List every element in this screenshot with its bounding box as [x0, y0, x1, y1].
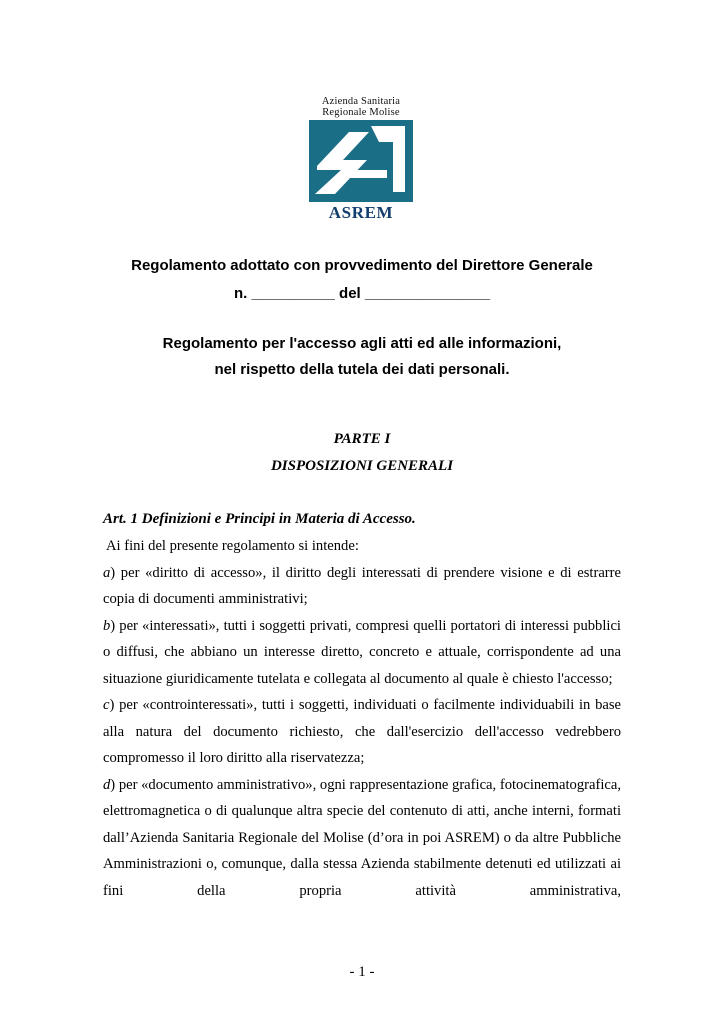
- item-letter: b: [103, 617, 111, 634]
- heading-line-2: n. __________ del _______________: [233, 285, 491, 302]
- subject-line-1: Regolamento per l'accesso agli atti ed alle informazioni,: [162, 335, 562, 352]
- item-text: ) per «documento amministrativo», ogni rappresentazione grafica, fotocinematografica, elettromagnetica o di qualunque altra specie del contenuto di atti, anche interni, formati dall’Azienda Sanitaria Regionale del Molise (d’ora in poi ASREM) o da altre Pubbliche Amministrazioni o, comunque, dalla stessa Azienda stabilmente detenuti ed utilizzati ai fini della propria attività amministrativa,: [103, 776, 621, 899]
- list-item-a: [103, 560, 621, 613]
- part-title: DISPOSIZIONI GENERALI: [270, 458, 454, 474]
- article-intro: Ai fini del presente regolamento si intende:: [106, 538, 359, 554]
- asrem-logo: [307, 96, 415, 222]
- list-item-d: [103, 772, 621, 905]
- logo-line-2: Regionale Molise: [322, 107, 400, 118]
- logo-emblem-icon: [309, 120, 413, 202]
- logo-name: ASREM: [328, 203, 394, 222]
- item-text: ) per «interessati», tutti i soggetti privati, compresi quelli portatori di interessi pubblici o diffusi, che abbiano un interesse diretto, concreto e attuale, corrispondente ad una situazione giuridicamente tutelata e collegata al documento al quale è chiesto l'accesso;: [103, 617, 621, 687]
- item-letter: d: [103, 776, 111, 793]
- heading-line-1: Regolamento adottato con provvedimento del Direttore Generale: [131, 257, 593, 274]
- list-item-b: [103, 613, 621, 693]
- item-text: ) per «controinteressati», tutti i soggetti, individuati o facilmente individuabili in base alla natura del documento richiesto, che dall'esercizio dell'accesso vedrebbero compromesso il loro diritto alla riservatezza;: [103, 697, 621, 766]
- page-number: - 1 -: [349, 964, 375, 980]
- item-letter: c: [103, 697, 110, 713]
- list-item-c: [103, 692, 621, 772]
- article-title: Art. 1 Definizioni e Principi in Materia di Accesso.: [103, 511, 416, 527]
- article-body: [103, 533, 621, 904]
- item-text: ) per «diritto di accesso», il diritto degli interessati di prendere visione e di estrarre copia di documenti amministrativi;: [103, 564, 621, 607]
- part-number: PARTE I: [333, 431, 391, 447]
- subject-line-2: nel rispetto della tutela dei dati personali.: [214, 361, 510, 378]
- logo-line-1: Azienda Sanitaria: [321, 96, 401, 107]
- item-letter: a: [103, 564, 111, 581]
